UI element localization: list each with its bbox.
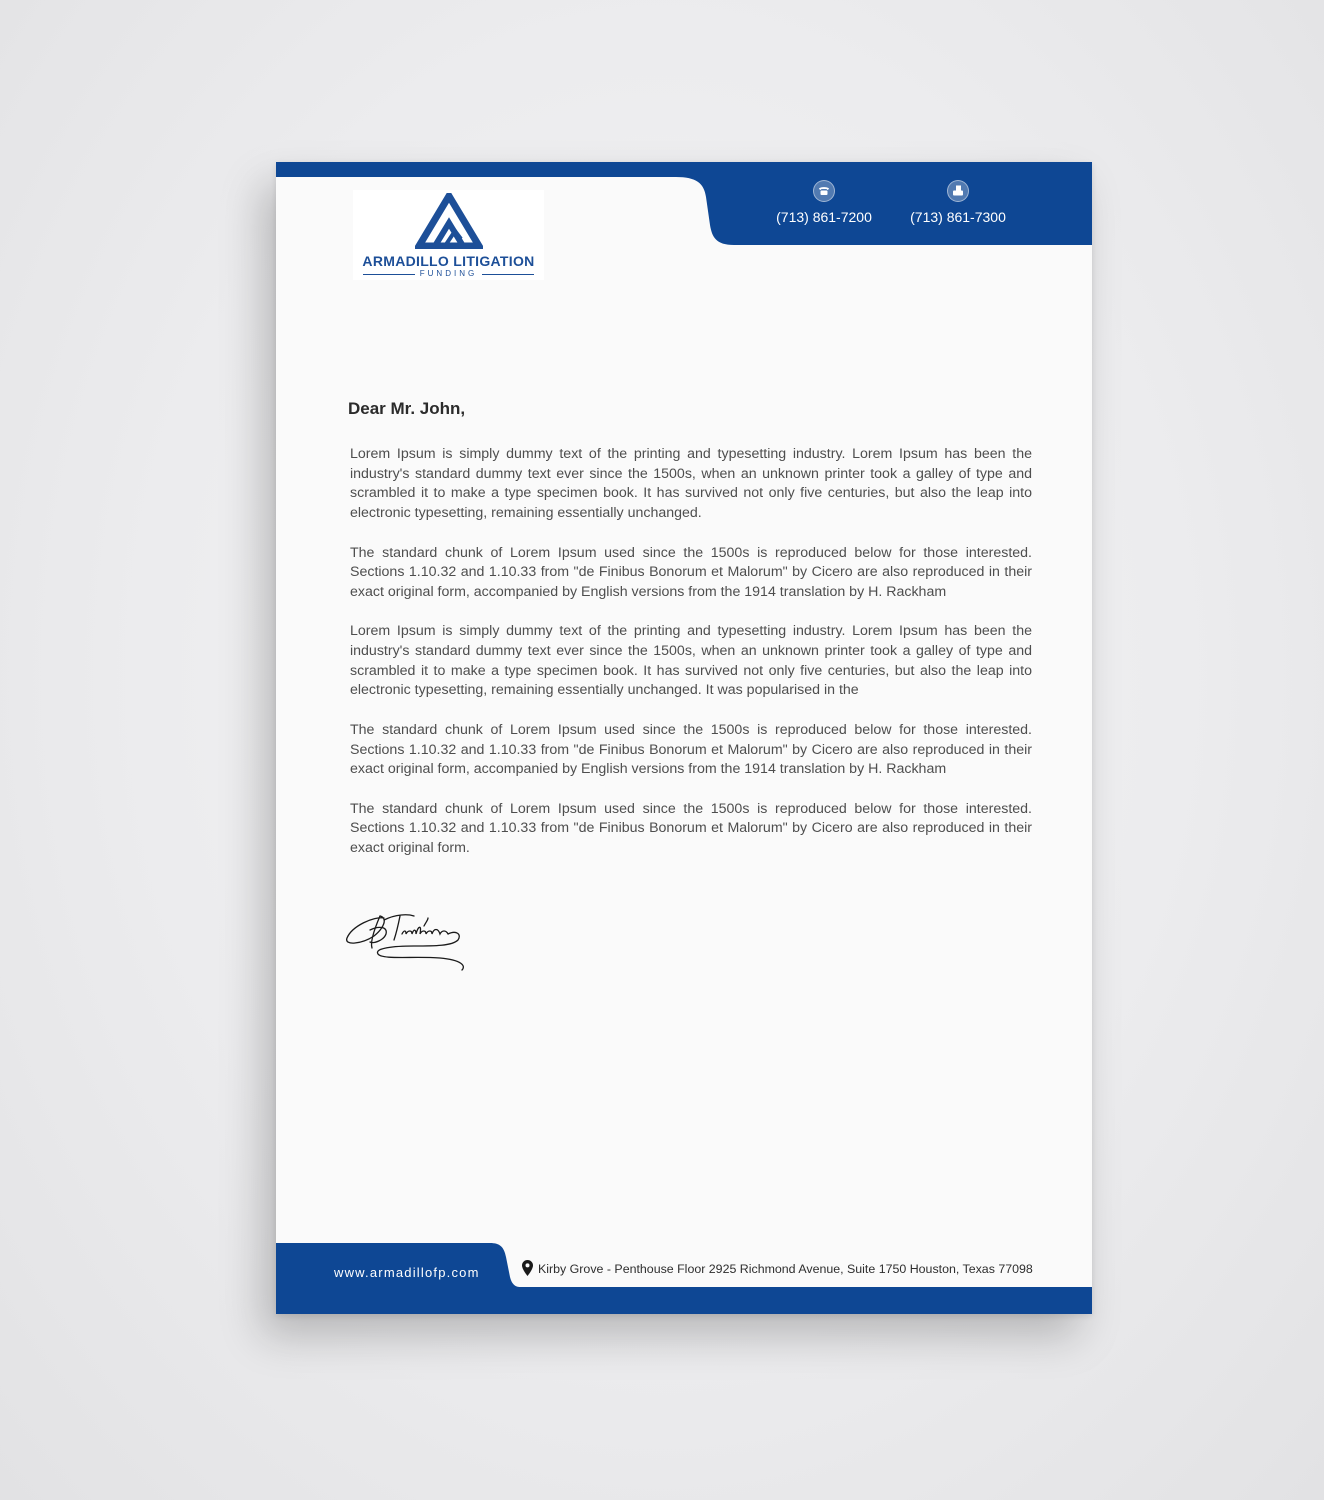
company-address [522,1260,1033,1276]
phone-number: (713) 861-7200 [776,209,872,225]
location-pin-icon [522,1260,533,1276]
contact-fax [898,180,1018,225]
handwritten-signature [344,900,474,975]
letter-paragraph: Lorem Ipsum is simply dummy text of the printing and typesetting industry. Lorem Ipsum has been the industry's standard dummy text ever since the 1500s, when an unknown printer took a galley of type and scrambled it to make a type specimen book. It has survived not only five centuries, but also the leap into electronic typesetting, remaining essentially unchanged. [350,446,1032,522]
company-logo [353,190,544,280]
contact-phone [764,180,884,225]
logo-rule-right [482,274,534,275]
fax-number: (713) 861-7300 [910,209,1006,225]
address-text: Kirby Grove - Penthouse Floor 2925 Richmond Avenue, Suite 1750 Houston, Texas 77098 [538,1262,1033,1276]
header-band-curve [676,177,736,245]
company-name: ARMADILLO LITIGATION [362,253,535,269]
footer-band [276,1287,1092,1314]
website-link[interactable]: www.armadillofp.com [334,1265,480,1280]
phone-icon [813,180,835,202]
letter-body [350,445,1032,878]
letterhead-sheet [276,162,1092,1314]
fax-icon [947,180,969,202]
letter-paragraph: The standard chunk of Lorem Ipsum used since the 1500s is reproduced below for those interested. Sections 1.10.32 and 1.10.33 from "de Finibus Bonorum et Malorum" by Cicero are also reproduced in their exact original form, accompanied by English versions from the 1914 translation by H. Rackham [350,544,1032,600]
company-subtitle: FUNDING [419,269,478,278]
letter-paragraph: The standard chunk of Lorem Ipsum used since the 1500s is reproduced below for those interested. Sections 1.10.32 and 1.10.33 from "de Finibus Bonorum et Malorum" by Cicero are also reproduced in their exact original form, accompanied by English versions from the 1914 translation by H. Rackham [350,721,1032,778]
triangle-logo-icon [415,193,483,249]
footer-tab-curve [490,1243,520,1287]
letter-paragraph: The standard chunk of Lorem Ipsum used since the 1500s is reproduced below for those interested. Sections 1.10.32 and 1.10.33 from "de Finibus Bonorum et Malorum" by Cicero are also reproduced in their exact original form. [350,800,1032,856]
letter-paragraph: Lorem Ipsum is simply dummy text of the printing and typesetting industry. Lorem Ipsum has been the industry's standard dummy text ever since the 1500s, when an unknown printer took a galley of type and scrambled it to make a type specimen book. It has survived not only five centuries, but also the leap into electronic typesetting, remaining essentially unchanged. It was popularised in the [350,623,1032,699]
letter-salutation: Dear Mr. John, [348,399,466,418]
